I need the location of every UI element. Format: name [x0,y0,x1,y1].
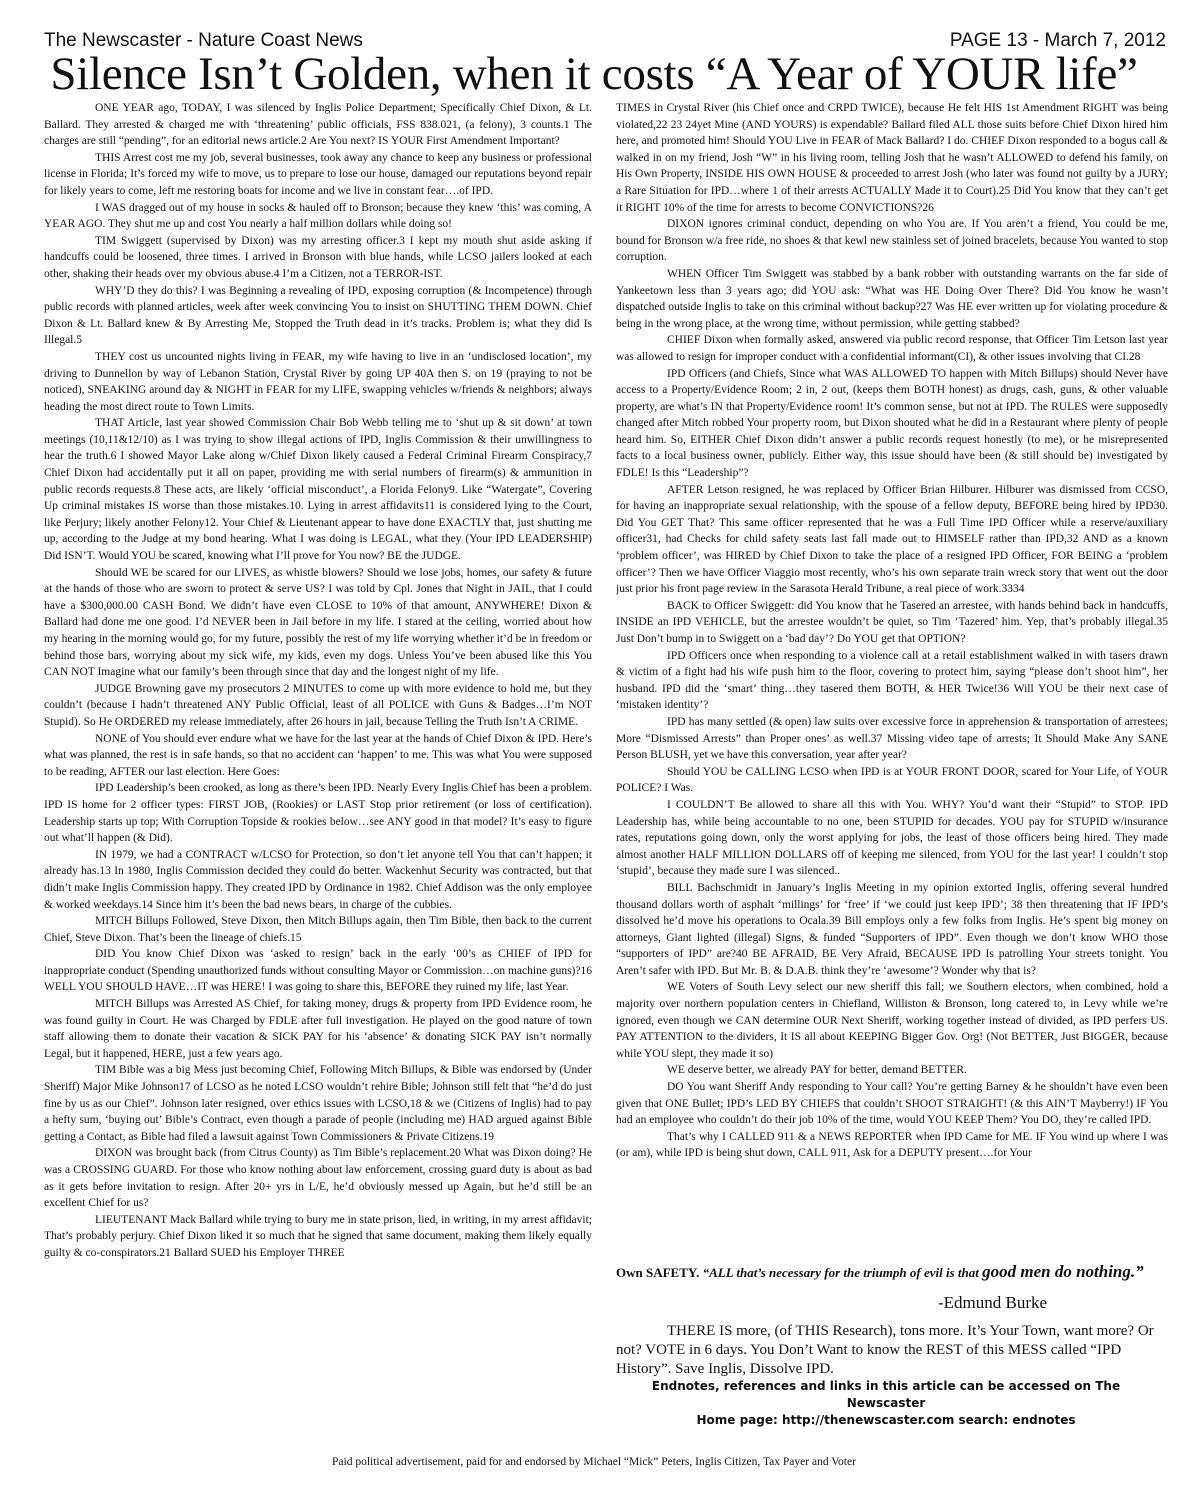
article-paragraph: I COULDN’T Be allowed to share all this with You. WHY? You’d want their “Stupid” to STOP. IPD Leadership has, while being accountable to no one, been STUPID for decades. YOU pay for STUPID w/insurance rates, reputations going down, only the worst applying for jobs, the least of those officers being hired. They made almost another HALF MILLION DOLLARS off of keeping me silenced, from YOU for the last year! I couldn’t stop ‘stupid’, because they made sure I was silenced.. [616,798,1168,878]
article-paragraph: WE Voters of South Levy select our new sheriff this fall; we Southern electors, when combined, hold a majority over northern population centers in Chiefland, Williston & Bronson, long catered to, in Levy while we’re ignored, even though we CAN determine OUR Next Sheriff, working together instead of divided, as IPD perfers US. PAY ATTENTION to the dividers, It IS all about KEEPING Bigger Gov. Org! (Not BETTER, Just BIGGER, because while YOU slept, they made it so) [616,981,1168,1060]
article-paragraph: LIEUTENANT Mack Ballard while trying to bury me in state prison, lied, in writing, in my arrest affidavit; That’s probably perjury. Chief Dixon liked it so much that he signed that same document, making them likely equally guilty & co-conspirators.21 Ballard SUED his Employer THREE [44,1213,592,1259]
article-paragraph: NONE of You should ever endure what we have for the last year at the hands of Chief Dixon & IPD. Here’s what was planned, the rest is in safe hands, so that no accident can ‘happen’ to me. This was what You were supposed to be reading, AFTER our last election. Here Goes: [44,732,592,778]
article-paragraph: Should WE be scared for our LIVES, as whistle blowers? Should we lose jobs, homes, our safety & future at the hands of those who are sworn to protect & serve US? I was told by Cpl. Jones that Night in JAIL, that I could have a $300,000.00 CASH Bond. We didn’t have even CLOSE to 10% of that amount, ANYWHERE! Dixon & Ballard had done me one good. I’d NEVER been in Jail before in my life. I stared at the ceiling, worried about how my hearing in the morning would go, for my future, possibly the rest of my life worrying whether it’d be in freedom or behind those bars, worrying about my sick wife, my kids, even my dogs. Unless You’ve been abused like this You CAN NOT Imagine what our family’s been through since that day and the longest night of my life. [44,566,592,679]
article-paragraph: IPD has many settled (& open) law suits over excessive force in apprehension & transportation of arrestees; More “Dismissed Arrests” than Proper ones’ as well.37 Missing video tape of arrests; It Should Make Any SANE Person BLUSH, yet we have this conversation, year after year? [616,715,1168,762]
quote-emphasis: good men do nothing.” [982,1262,1144,1281]
page-number-date: PAGE 13 - March 7, 2012 [949,30,1166,51]
closing-quote [616,1262,1168,1282]
article-paragraph: TIM Swiggett (supervised by Dixon) was my arresting officer.3 I kept my mouth shut aside asking if handcuffs could be loosened, three times. I arrived in Bronson with blue hands, while LCSO jailers looked at each other, shaking their heads over my obvious abuse.4 I’m a Citizen, not a TERROR-IST. [44,234,592,280]
article-paragraph: DIXON was brought back (from Citrus County) as Tim Bible’s replacement.20 What was Dixon doing? He was a CROSSING GUARD. For those who know nothing about law enforcement, crossing guard duty is about as bad as it gets before invitation to resign. After 20+ yrs in L/E, he’d obviously messed up Again, but he’d still be an excellent Chief for us? [44,1147,592,1210]
quote-attribution: -Edmund Burke [938,1293,1048,1312]
article-paragraph: BACK to Officer Swiggett: did You know that he Tasered an arrestee, with hands behind back in handcuffs, INSIDE an IPD VEHICLE, but the arrestee wouldn’t be quiet, so Tim ‘Tazered’ him. Yep, that’s probably illegal.35 Just Don’t bump in to Swiggett on a ‘bad day’? Do YOU get that OPTION? [616,599,1168,645]
article-paragraph: DID You know Chief Dixon was ‘asked to resign’ back in the early ‘00’s as CHIEF of IPD for inappropriate conduct (Spending unauthorized funds without consulting Mayor or Commission…on machine guns)?16 WELL YOU SHOULD HAVE…IT was HERE! I was going to share this, BEFORE they ruined my life, last Year. [44,948,592,994]
article-paragraph: IN 1979, we had a CONTRACT w/LCSO for Protection, so don’t let anyone tell You that can’t happen; it already has.13 In 1980, Inglis Commission decided they could do better. Wackenhut Security was contracted, but that didn’t make Inglis Commission happy. They created IPD by Ordinance in 1982. Chief Addison was the only employee & worked weekdays.14 Since him it’s been the bad news bears, in charge of the cubbies. [44,848,592,911]
article-paragraph: Should YOU be CALLING LCSO when IPD is at YOUR FRONT DOOR, scared for Your Life, of YOUR POLICE? I Was. [616,765,1168,795]
article-paragraph: DO You want Sheriff Andy responding to Your call? You’re getting Barney & he shouldn’t have even been given that ONE Bullet; IPD’s LED BY CHIEFS that couldn’t SHOOT STRAIGHT! (& this AIN’T Mayberry!) IF You had an employee who couldn’t do their job 10% of the time, would YOU KEEP Them? You DO, they’re called IPD. [616,1081,1168,1127]
there-is-more-paragraph: THERE IS more, (of THIS Research), tons more. It’s Your Town, want more? Or not? VOTE in 6 days. You Don’t Want to know the REST of this MESS called “IPD History”. Save Inglis, Dissolve IPD. [616,1323,1154,1377]
article-paragraph: ONE YEAR ago, TODAY, I was silenced by Inglis Police Department; Specifically Chief Dixon, & Lt. Ballard. They arrested & charged me with ‘threatening’ public officials, FSS 838.021, (a felony), 3 counts.1 The charges are still “pending”, for an editorial news article.2 Are You next? IS YOUR First Amendment Important? [44,102,592,148]
article-paragraph: DIXON ignores criminal conduct, depending on who You are. If You aren’t a friend, You could be me, bound for Bronson w/a free ride, no shoes & that kewl new stainless set of joined bracelets, because You wanted to stop corruption. [616,218,1168,264]
article-paragraph: That’s why I CALLED 911 & a NEWS REPORTER when IPD Came for ME. IF You wind up where I was (or am), while IPD is being shut down, CALL 911, Ask for a DEPUTY present….for Your [616,1130,1168,1160]
quote-text: “ALL that’s necessary for the triumph of evil is that [702,1265,979,1280]
article-paragraph: I WAS dragged out of my house in socks & hauled off to Bronson; because they knew ‘this’ was coming, A YEAR AGO. They shut me up and cost You nearly a half million dollars while doing so! [44,201,592,231]
article-paragraph: AFTER Letson resigned, he was replaced by Officer Brian Hilburer. Hilburer was dismissed from CCSO, for having an inappropriate sexual relationship, with the spouse of a fellow deputy, BEFORE being hired by IPD30. Did You GET That? This same officer represented that he was a Full Time IPD Officer while a reserve/auxiliary officer31, had Checks for child safety seats last fall made out to HIMSELF rather than IPD,32 AND as a known ‘problem officer’, was HIRED by Chief Dixon to take the place of a resigned IPD Officer, FOR BEING a ‘problem officer’? Then we have Officer Viaggio most recently, who’s his own separate train wreck story that went out the door just prior his front page review in the Sarasota Herald Tribune, a real piece of work.3334 [616,483,1168,596]
article-paragraph: MITCH Billups was Arrested AS Chief, for taking money, drugs & property from IPD Evidence room, he was found guilty in Court. He was Charged by FDLE after full investigation. He played on the good nature of town staff allowing them to donate their vacation & SICK PAY for his ‘absence’ & donating SICK PAY isn’t normally Legal, but it happened, HERE, just a few years ago. [44,998,592,1060]
article-paragraph: THAT Article, last year showed Commission Chair Bob Webb telling me to ‘shut up & sit down’ at town meetings (10,11&12/10) as I was trying to show illegal actions of IPD, Inglis Commission & their unwillingness to hear the truth.6 I showed Mayor Lake along w/Chief Dixon likely caused a Federal Criminal Firearm Conspiracy,7 Chief Dixon had accidentally put it all on paper, providing me with serial numbers of firearm(s) & ammunition in public records requests.8 These acts, are likely ‘official misconduct’, a Florida Felony9. Like “Watergate”, Covering Up criminal mistakes IS worse than those mistakes.10. Lying in arrest affidavits11 is considered lying to the Court, like Perjury; likely another Felony12. Your Chief & Lieutenant appear to have done EXACTLY that, just shutting me up, according to the Judge at my bond hearing. What I was doing is LEGAL, what they (Your IPD LEADERSHIP) Did ISN’T. Would YOU be scared, knowing what I’ll prove for You now? BE the JUDGE. [44,417,592,563]
endnotes-note [616,1378,1156,1429]
paid-advertisement-footer: Paid political advertisement, paid for and endorsed by Michael “Mick” Peters, Inglis Citizen, Tax Payer and Voter [332,1456,856,1468]
article-paragraph: MITCH Billups Followed, Steve Dixon, then Mitch Billups again, then Tim Bible, then back to the current Chief, Steve Dixon. That’s been the lineage of chiefs.15 [44,915,592,944]
publication-name: The Newscaster - Nature Coast News [44,30,363,51]
closing-line: Own SAFETY. [616,1265,700,1280]
article-paragraph: WE deserve better, we already PAY for better, demand BETTER. [667,1064,967,1077]
article-left-column [44,100,592,1405]
article-paragraph: JUDGE Browning gave my prosecutors 2 MINUTES to come up with more evidence to hold me, but they couldn’t (because I hadn’t threatened ANY Public Official, least of all POLICE with Guns & Badges…I’m NOT Stupid). So He ORDERED my release immediately, after 26 hours in jail, because Telling the Truth Isn’t A CRIME. [44,682,592,728]
article-paragraph: IPD Officers (and Chiefs, Since what WAS ALLOWED TO happen with Mitch Billups) should Never have access to a Property/Evidence Room; 2 in, 2 out, (keeps them BOTH honest) as drugs, cash, guns, & other valuable property, are what’s IN that Property/Evidence room! It’s common sense, but not at IPD. The RULES were supposedly changed after Mitch robbed Your property room, but Dixon shouted what he did in a Restaurant where plenty of people heard him. So, EITHER Chief Dixon didn’t answer a public records request honestly (to me), or he misrepresented facts to a local business owner, publicly. Either way, this issue should have been (& still should be) investigated by FDLE! Is this “Leadership”? [616,367,1168,480]
article-right-column [616,100,1168,1325]
endnotes-line-2: Home page: http://thenewscaster.com search: endnotes [696,1413,1076,1427]
article-paragraph: TIM Bible was a big Mess just becoming Chief, Following Mitch Billups, & Bible was endorsed by (Under Sheriff) Major Mike Johnson17 of LCSO as he noted LCSO wouldn’t rehire Bible; Johnson still felt that “he’d do just fine by us as our Chief”. Johnson later resigned, over ethics issues with LCSO,18 & we (Citizens of Inglis) had to pay a hefty sum, ‘buying out’ Bible’s Contract, even though a parade of people (including me) HAD argued against Bible getting a Contact, as Bible had filed a lawsuit against Town Commissioners & Private Citizens.19 [44,1064,592,1143]
article-paragraph: THEY cost us uncounted nights living in FEAR, my wife having to live in an ‘undisclosed location’, my driving to Dunnellon by way of Lebanon Station, Crystal River by going UP 40A then S. on 19 (praying to not be noticed), SNEAKING around day & NIGHT in FEAR for my LIFE, swapping vehicles w/friends & neighbors; always heading the most direct route to Town Limits. [44,350,592,413]
endnotes-line-1: Endnotes, references and links in this article can be accessed on The Newscaster [651,1379,1121,1410]
article-paragraph: BILL Bachschmidt in January’s Inglis Meeting in my opinion extorted Inglis, offering several hundred thousand dollars worth of asphalt ‘millings’ for ‘free’ if ‘we could just keep IPD’; 38 then threatening that IF IPD’s dissolved he’d move his operations to Ocala.39 Bill employs only a few folks from Inglis. He’s spent big money on attorneys, Giant lighted (illegal) Signs, & funded “Supporters of IPD”. Even though we don’t know WHO those “supporters of IPD” are?40 BE AFRAID, BE Very Afraid, BECAUSE IPD Is patrolling Your streets tonight. You Aren’t safer with IPD. But Mr. B. & D.A.B. think they’re ‘awesome’? Wonder why that is? [616,881,1168,977]
article-paragraph: CHIEF Dixon when formally asked, answered via public record response, that Officer Tim Letson last year was allowed to resign for improper conduct with a confidential informant(CI), & other issues involving that CI.28 [616,334,1168,363]
article-paragraph: THIS Arrest cost me my job, several businesses, took away any chance to keep any business or professional license in Florida; It’s forced my wife to move, us to prepare to lose our house, damaged our reputations beyond repair for likely years to come, left me restoring boats for income and we live in constant fear….of IPD. [44,151,592,197]
article-paragraph: TIMES in Crystal River (his Chief once and CRPD TWICE), because He felt HIS 1st Amendment RIGHT was being violated,22 23 24yet Mine (AND YOURS) is expendable? Ballard filed ALL those suits before Chief Dixon hired him here, and promoted him! Should YOU Live in FEAR of Mack Ballard? I do. CHIEF Dixon responded to a bogus call & walked in on my friend, Josh “W” in his living room, telling Josh that he wasn’t ALLOWED to defend his family, on His Own Property, INSIDE HIS OWN HOUSE & proceeded to arrest Josh (who later was found not guilty by a JURY; a Rare Situation for IPD…where 1 of their arrests ACTUALLY Made it to Court).25 Did You know that they can’t get it RIGHT 10% of the time for arrests to become CONVICTIONS?26 [616,102,1168,214]
article-paragraph: IPD Officers once when responding to a violence call at a retail establishment walked in with tasers drawn & victim of a fight had his wife push him to the floor, covering to protect him, saying “please don’t shoot him”, her husband. IPD did the ‘smart’ thing…they tasered them BOTH, & HER Twice!36 Will YOU be their next case of ‘mistaken identity’? [616,649,1168,712]
article-headline: Silence Isn’t Golden, when it costs “A Year of YOUR life” [50,48,1138,100]
article-paragraph: IPD Leadership’s been crooked, as long as there’s been IPD. Nearly Every Inglis Chief has been a problem. IPD IS home for 2 officer types: FIRST JOB, (Rookies) or LAST Stop prior retirement (or loss of certification). Leadership starts up top; With Corruption Topside & rookies below…see ANY good in that model? It’s easy to figure out what’ll happen (& Did). [44,782,592,845]
article-paragraph: WHEN Officer Tim Swiggett was stabbed by a bank robber with outstanding warrants on the far side of Yankeetown less than 3 years ago; did YOU ask: “What was HE Doing Over There? Did You know he wasn’t dispatched outside Inglis to take on this criminal without backup?27 Was HE ever written up for violating procedure & being in the wrong place, at the wrong time, without permission, while getting stabbed? [616,267,1168,330]
article-paragraph: WHY’D they do this? I was Beginning a revealing of IPD, exposing corruption (& Incompetence) through public records with planned articles, week after week convincing You to insist on SHUTTING THEM DOWN. Chief Dixon & Lt. Ballard knew & By Arresting Me, Stopped the Truth dead in it’s tracks. Problem is; what they did Is Illegal.5 [44,284,592,347]
